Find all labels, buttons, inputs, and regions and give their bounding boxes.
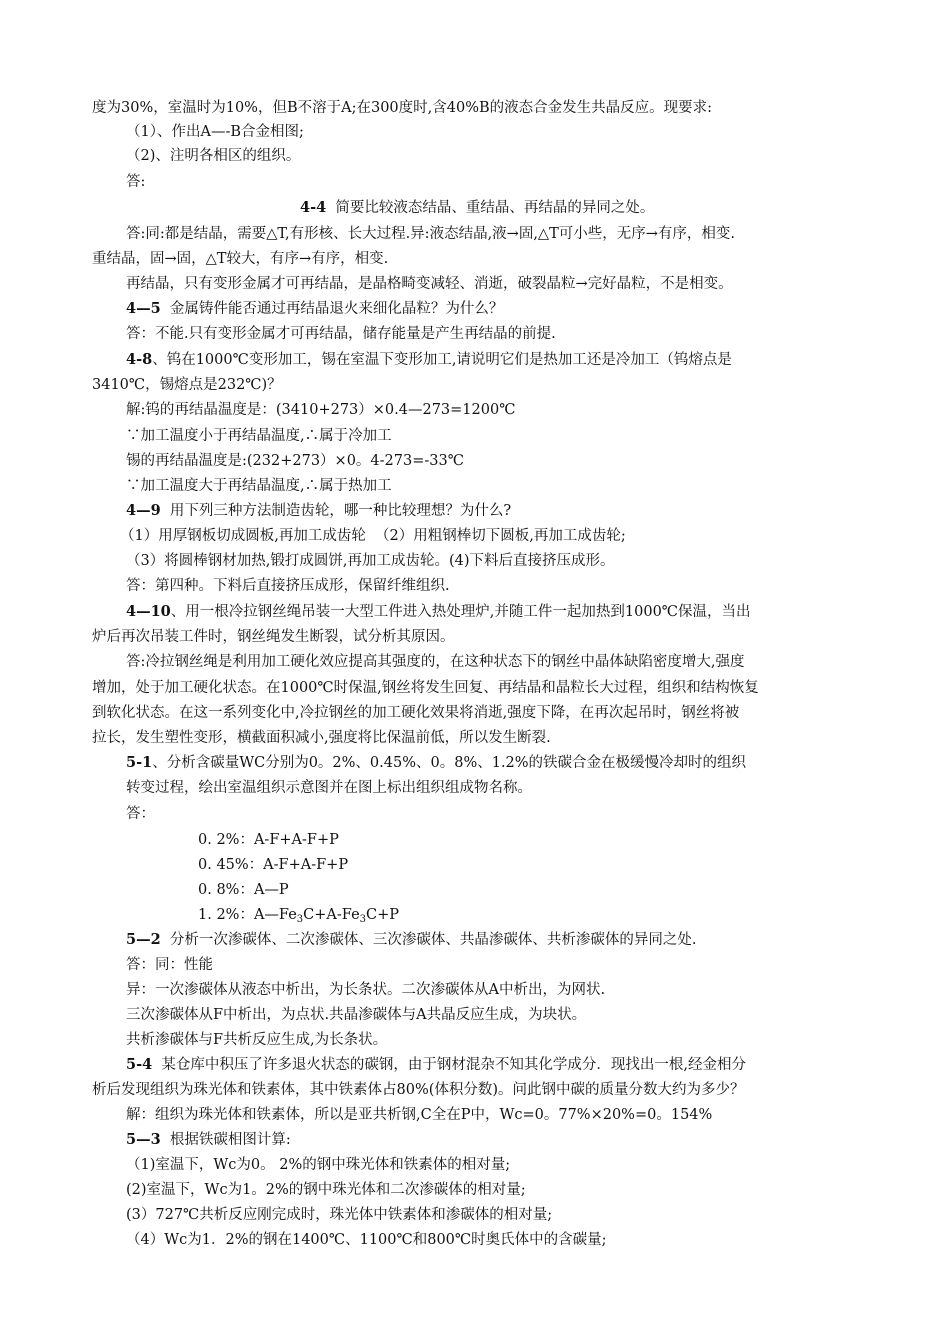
text-line: （1）、作出A—-B合金相图; [126,124,304,140]
answer-item: 1. 2%：$A—Fe_3C+A-Fe_3C+P$ [198,907,400,925]
question-heading: 5-4 某仓库中积压了许多退火状态的碳钢，由于钢材混杂不知其化学成分．现找出一根,经金相分 [126,1056,747,1073]
text-line: （3）将圆棒钢材加热,锻打成圆饼,再加工成齿轮。(4)下料后直接挤压成形。 [126,553,615,569]
text-line: 拉长，发生塑性变形，横截面积减小,强度将比保温前低，所以发生断裂. [92,730,551,746]
question-heading: 5—3 根据铁碳相图计算: [126,1131,291,1148]
text-line: （1）用厚钢板切成圆板,再加工成齿轮 （2）用粗钢棒切下圆板,再加工成齿轮; [120,528,626,544]
text-line: 共析渗碳体与F共析反应生成,为长条状。 [126,1032,388,1048]
text-line: 答:冷拉钢丝绳是利用加工硬化效应提高其强度的，在这种状态下的钢丝中晶体缺陷密度增大,强度 [126,654,745,670]
text-line: 答：第四种。下料后直接挤压成形，保留纤维组织. [126,578,450,594]
text-line: 答： [126,806,155,822]
text-line: 答：不能.只有变形金属才可再结晶，储存能量是产生再结晶的前提. [126,326,556,342]
text-line: (2)室温下，Wc为1。2%的钢中珠光体和二次渗碳体的相对量; [126,1182,526,1198]
text-line: ∵加工温度大于再结晶温度,∴属于热加工 [126,478,392,494]
text-line: 转变过程，绘出室温组织示意图并在图上标出组织组成物名称。 [126,780,532,796]
text-line: 重结晶，固→固，△T较大，有序→有序，相变. [92,251,389,267]
text-line: 答：同：性能 [126,957,213,973]
text-line: 三次渗碳体从F中析出，为点状.共晶渗碳体与A共晶反应生成，为块状。 [126,1007,587,1023]
text-line: （4）Wc为1．2%的钢在1400℃、1100℃和800℃时奥氏体中的含碳量; [126,1232,607,1248]
answer-item: 0. 8%：A—P [198,882,289,898]
question-heading: 4—9 用下列三种方法制造齿轮，哪一种比较理想？为什么? [126,502,512,519]
text-line: 析后发现组织为珠光体和铁素体，其中铁素体占80%(体积分数)。问此钢中碳的质量分数大约为多少？ [92,1082,745,1098]
text-line: 再结晶，只有变形金属才可再结晶，是晶格畸变减轻、消逝，破裂晶粒→完好晶粒，不是相变。 [126,276,733,292]
text-line: 解：组织为珠光体和铁素体，所以是亚共析钢,C全在P中，Wc=0。77%×20%=0。154% [126,1107,713,1123]
text-line: 异：一次渗碳体从液态中析出，为长条状。二次渗碳体从A中析出，为网状. [126,982,606,998]
text-line: 解:钨的再结晶温度是：(3410+273）×0.4—273=1200℃ [126,402,516,418]
question-heading: 5-1、分析含碳量WC分别为0。2%、0.45%、0。8%、1.2%的铁碳合金在极缓慢冷却时的组织 [126,754,747,771]
text-line: 3410℃，锡熔点是232℃)？ [92,377,282,393]
text-line: 增加，处于加工硬化状态。在1000℃时保温,钢丝将发生回复、再结晶和晶粒长大过程，组织和结构恢复 [92,680,759,696]
text-line: 锡的再结晶温度是:(232+273）×0。4-273=-33℃ [126,453,464,469]
text-line: 到软化状态。在这一系列变化中,冷拉钢丝的加工硬化效果将消逝,强度下降，在再次起吊时，钢丝将被 [92,705,740,721]
text-line: （1)室温下，Wc为0。 2%的钢中珠光体和铁素体的相对量; [126,1157,511,1173]
text-line: （2)、注明各相区的组织。 [126,148,301,164]
answer-item: 0. 45%：A-F+A-F+P [198,857,349,873]
question-heading: 5—2 分析一次渗碳体、二次渗碳体、三次渗碳体、共晶渗碳体、共析渗碳体的异同之处. [126,931,697,948]
text-line: 炉后再次吊装工件时，钢丝绳发生断裂，试分析其原因。 [92,629,455,645]
question-heading: 4—10、用一根冷拉钢丝绳吊装一大型工件进入热处理炉,并随工件一起加热到1000℃保温，当出 [126,603,751,620]
answer-item: 0. 2%：A-F+A-F+P [198,832,339,848]
text-line: 度为30%，室温时为10%，但B不溶于A;在300度时,含40%B的液态合金发生共晶反应。现要求: [92,100,713,116]
text-line: 答:同:都是结晶，需要△T,有形核、长大过程.异:液态结晶,液→固,△T可小些，无序→有序，相变. [126,226,736,242]
text-line: (3）727℃共析反应刚完成时，珠光体中铁素体和渗碳体的相对量; [126,1207,553,1223]
text-line: 答: [126,174,146,190]
text-line: ∵加工温度小于再结晶温度,∴属于冷加工 [126,428,392,444]
question-heading: 4-4 简要比较液态结晶、重结晶、再结晶的异同之处。 [300,199,655,216]
question-heading: 4—5 金属铸件能否通过再结晶退火来细化晶粒？为什么？ [126,300,504,317]
question-heading: 4-8、钨在1000℃变形加工，锡在室温下变形加工,请说明它们是热加工还是冷加工（钨熔点是 [126,351,732,368]
